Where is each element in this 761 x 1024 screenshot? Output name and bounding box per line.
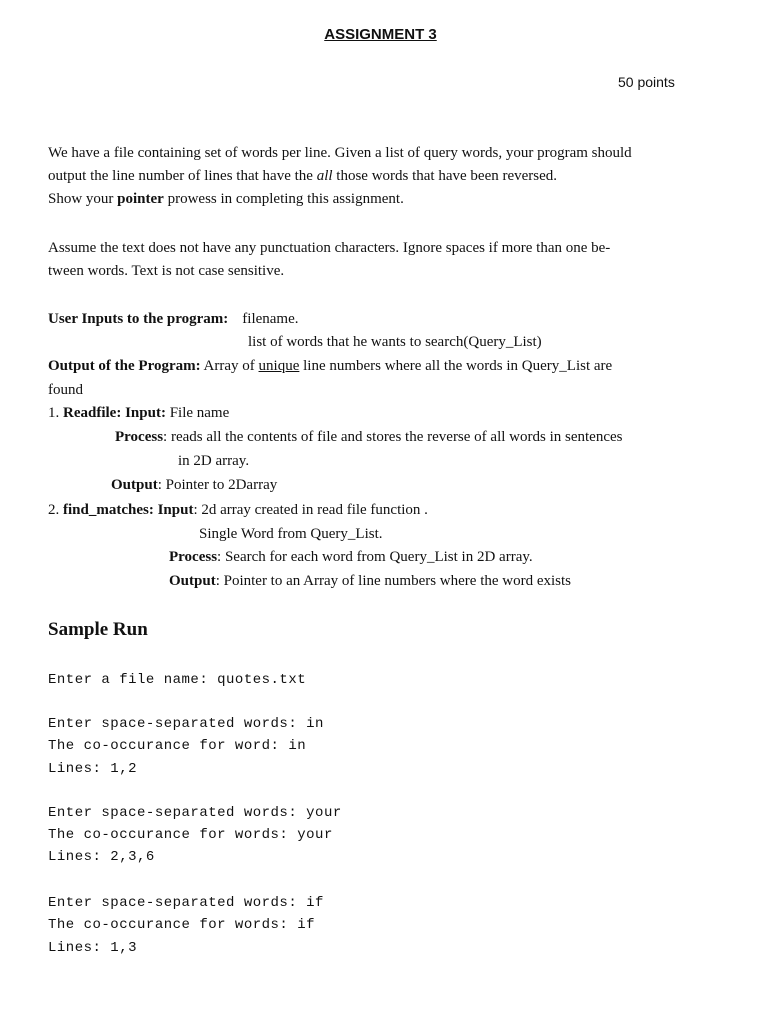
run-3-result: The co-occurance for words: if [48, 917, 316, 933]
user-inputs-line-2: list of words that he wants to search(Query_List) [248, 334, 542, 350]
run-2-result: The co-occurance for words: your [48, 827, 333, 843]
run-3-lines: Lines: 1,3 [48, 940, 138, 956]
user-inputs-line: User Inputs to the program: filename. [48, 311, 299, 327]
find-matches-input-2: Single Word from Query_List. [199, 526, 383, 542]
output-line-2: found [48, 382, 83, 398]
readfile-line: 1. Readfile: Input: File name [48, 405, 230, 421]
intro-line-1: We have a file containing set of words per line. Given a list of query words, your program should [48, 145, 632, 161]
find-matches-process: Process: Search for each word from Query_List in 2D array. [169, 549, 533, 565]
readfile-output: Output: Pointer to 2Darray [111, 477, 278, 493]
assume-line-2: tween words. Text is not case sensitive. [48, 263, 285, 279]
readfile-process-2: in 2D array. [178, 453, 250, 469]
run-1-prompt: Enter space-separated words: in [48, 716, 324, 732]
intro-line-3: Show your pointer prowess in completing this assignment. [48, 191, 404, 207]
sample-run-heading: Sample Run [48, 619, 148, 640]
run-3-prompt: Enter space-separated words: if [48, 895, 324, 911]
points-label: 50 points [618, 74, 675, 90]
run-2-prompt: Enter space-separated words: your [48, 805, 342, 821]
run-1-lines: Lines: 1,2 [48, 761, 138, 777]
assume-line-1: Assume the text does not have any punctuation characters. Ignore spaces if more than one be- [48, 240, 611, 256]
readfile-process: Process: reads all the contents of file and stores the reverse of all words in sentences [115, 429, 623, 445]
file-prompt: Enter a file name: quotes.txt [48, 672, 307, 688]
find-matches-line: 2. find_matches: Input: 2d array created in read file function . [48, 502, 428, 518]
output-line: Output of the Program: Array of unique line numbers where all the words in Query_List are [48, 358, 613, 374]
intro-line-2: output the line number of lines that have the all those words that have been reversed. [48, 168, 558, 184]
page-title: ASSIGNMENT 3 [324, 26, 437, 43]
find-matches-output: Output: Pointer to an Array of line numbers where the word exists [169, 573, 572, 589]
run-1-result: The co-occurance for word: in [48, 738, 307, 754]
run-2-lines: Lines: 2,3,6 [48, 849, 155, 865]
